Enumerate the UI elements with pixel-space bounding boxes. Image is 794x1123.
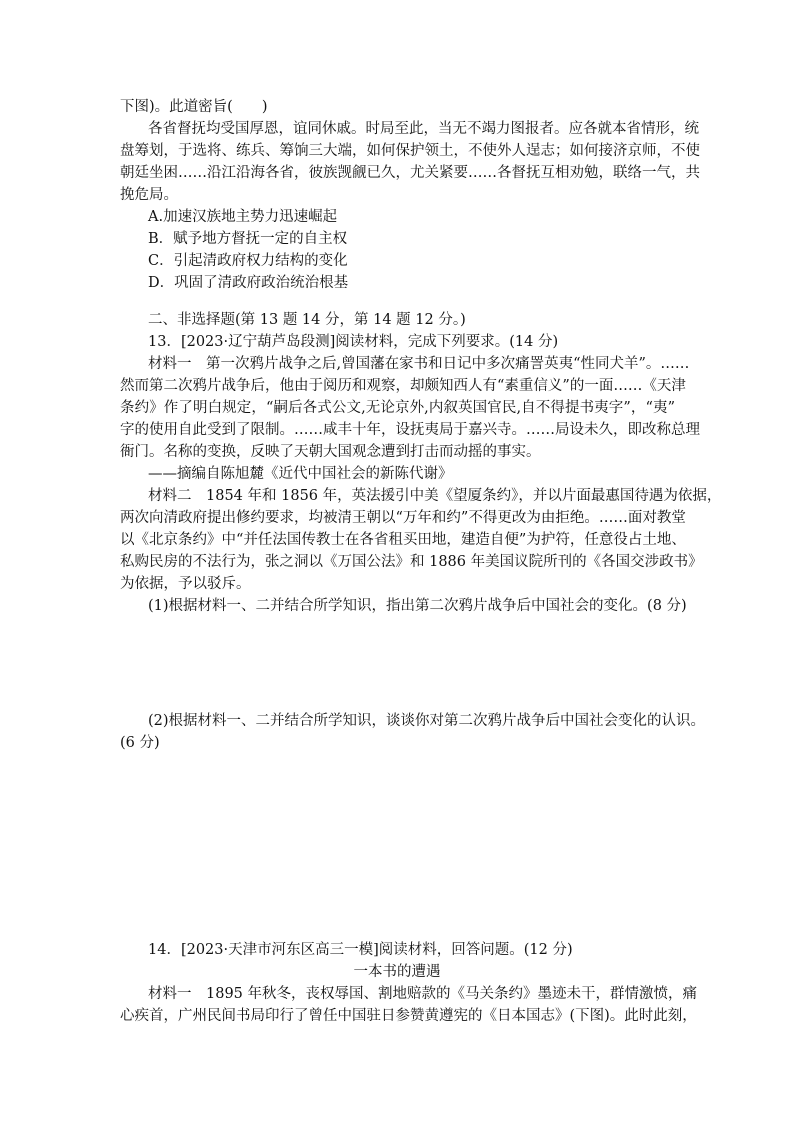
q12-option-a: A.加速汉族地主势力迅速崛起 bbox=[148, 209, 338, 225]
q12-quote-line: 朝廷坐困……沿江沿海各省，彼族觊觎已久，尤关紧要……各督抚互相劝勉，联络一气，共 bbox=[120, 165, 700, 181]
q12-quote-line: 盘筹划，于选将、练兵、筹饷三大端，如何保护领土，不使外人逞志；如何接济京师，不使 bbox=[120, 143, 700, 159]
q13-material2-line: 两次向清政府提出修约要求，均被清王朝以“万年和约”不得更改为由拒绝。……面对教堂 bbox=[120, 510, 686, 526]
q14-header: 14．[2023·天津市河东区高三一模]阅读材料，回答问题。(12 分) bbox=[148, 942, 573, 958]
q14-material1-line: 材料一 1895 年秋冬，丧权辱国、割地赔款的《马关条约》墨迹未干，群情激愤，痛 bbox=[148, 986, 698, 1002]
q13-material1-line: 字的使用自此受到了限制。……咸丰十年，设抚夷局于嘉兴寺。……局设未久，即改称总理 bbox=[120, 422, 700, 438]
q13-subquestion-2: (2)根据材料一、二并结合所学知识，谈谈你对第二次鸦片战争后中国社会变化的认识。 bbox=[148, 713, 706, 729]
q12-stem-end: 下图)。此道密旨( ) bbox=[120, 99, 268, 115]
section-heading: 二、非选择题(第 13 题 14 分，第 14 题 12 分。) bbox=[148, 312, 466, 328]
q13-material1-line: 材料一 第一次鸦片战争之后,曾国藩在家书和日记中多次痛詈英夷“性同犬羊”。…… bbox=[148, 356, 690, 372]
q12-quote-line: 挽危局。 bbox=[120, 187, 178, 203]
q13-header: 13．[2023·辽宁葫芦岛段测]阅读材料，完成下列要求。(14 分) bbox=[148, 334, 559, 350]
q13-material1-line: 条约》作了明白规定，“嗣后各式公文,无论京外,内叙英国官民,自不得提书夷字”，“夷” bbox=[120, 400, 675, 416]
q13-material2-line: 以《北京条约》中“并任法国传教士在各省租买田地，建造自便”为护符，任意役占土地、 bbox=[120, 532, 686, 548]
q12-option-d: D．巩固了清政府政治统治根基 bbox=[148, 275, 349, 291]
q13-material1-line: 衙门。名称的变换，反映了天朝大国观念遭到打击而动摇的事实。 bbox=[120, 444, 541, 460]
q14-title: 一本书的遭遇 bbox=[353, 964, 441, 980]
q14-material1-line: 心疾首，广州民间书局印行了曾任中国驻日参赞黄遵宪的《日本国志》(下图)。此时此刻， bbox=[120, 1008, 697, 1024]
q12-option-c: C．引起清政府权力结构的变化 bbox=[148, 253, 348, 269]
q13-subquestion-1: (1)根据材料一、二并结合所学知识，指出第二次鸦片战争后中国社会的变化。(8 分) bbox=[148, 598, 687, 614]
q12-option-b: B．赋予地方督抚一定的自主权 bbox=[148, 231, 348, 247]
q13-subquestion-2-points: (6 分) bbox=[120, 735, 160, 751]
q12-quote-line: 各省督抚均受国厚恩，谊同休戚。时局至此，当无不竭力图报者。应各就本省情形，统 bbox=[148, 121, 699, 137]
q13-material2-line: 材料二 1854 年和 1856 年，英法援引中美《望厦条约》，并以片面最惠国待遇为依据， bbox=[148, 488, 722, 504]
q13-material1-line: 然而第二次鸦片战争后，他由于阅历和观察，却颇知西人有“素重信义”的一面……《天津 bbox=[120, 378, 686, 394]
q13-material2-line: 为依据，予以驳斥。 bbox=[120, 576, 251, 592]
q13-material1-source: ——摘编自陈旭麓《近代中国社会的新陈代谢》 bbox=[148, 466, 453, 482]
q13-material2-line: 私购民房的不法行为，张之洞以《万国公法》和 1886 年美国议院所刊的《各国交涉政书》 bbox=[120, 554, 703, 570]
